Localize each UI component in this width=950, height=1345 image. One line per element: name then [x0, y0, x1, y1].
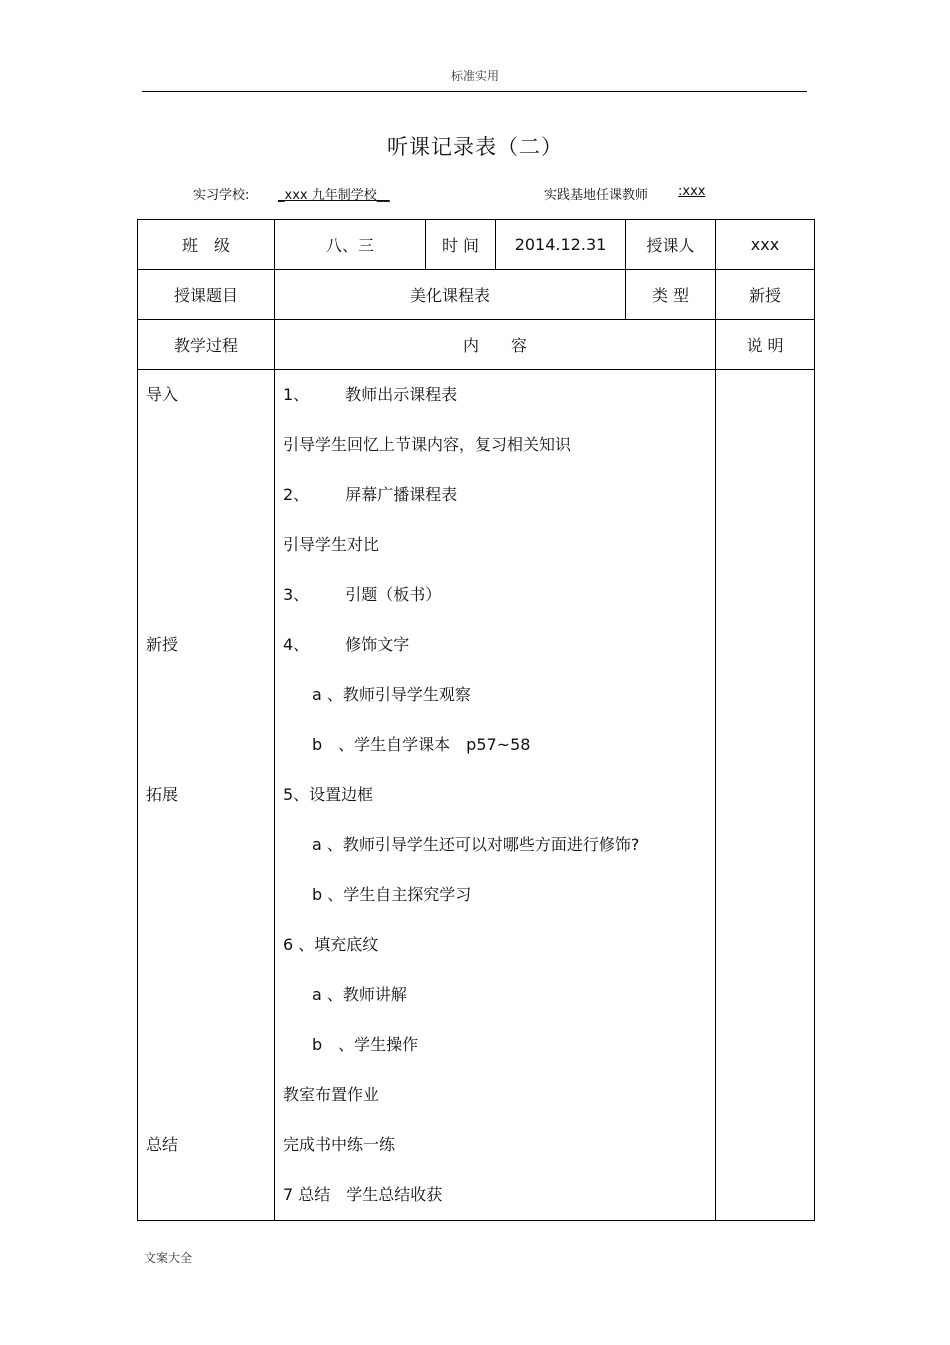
- list-item: a 、教师引导学生观察: [312, 685, 471, 704]
- table-row: [138, 370, 815, 1221]
- topic-value: 美化课程表: [275, 270, 626, 320]
- list-item: 2、 屏幕广播课程表: [283, 485, 458, 504]
- class-value: 八、三: [275, 220, 426, 270]
- page-footer: 文案大全: [144, 1251, 193, 1265]
- table-row: [138, 220, 815, 270]
- teacher-value: :xxx: [678, 184, 706, 199]
- stage-label: 总结: [146, 1135, 179, 1154]
- stage-label: 新授: [146, 635, 179, 654]
- list-item: 引导学生对比: [283, 535, 380, 554]
- list-item: b 、学生操作: [312, 1035, 419, 1054]
- stage-column: [138, 370, 275, 1221]
- list-item: b 、学生自学课本 p57~58: [312, 735, 531, 754]
- school-value: _xxx 九年制学校__: [278, 188, 390, 203]
- list-item: 3、 引题（板书）: [283, 585, 442, 604]
- type-label: 类 型: [626, 270, 716, 320]
- list-item: 引导学生回忆上节课内容，复习相关知识: [283, 435, 572, 454]
- time-value: 2014.12.31: [496, 220, 626, 270]
- lecturer-value: xxx: [716, 220, 815, 270]
- list-item: a 、教师讲解: [312, 985, 407, 1004]
- type-value: 新授: [716, 270, 815, 320]
- time-label: 时 间: [426, 220, 496, 270]
- process-label: 教学过程: [138, 320, 275, 370]
- class-label: 班 级: [138, 220, 275, 270]
- list-item: 7 总结 学生总结收获: [283, 1185, 443, 1204]
- stage-label: 拓展: [146, 785, 179, 804]
- note-column: [716, 370, 815, 1221]
- page-title: 听课记录表（二）: [387, 135, 563, 159]
- list-item: 完成书中练一练: [283, 1135, 396, 1154]
- lesson-record-table: [137, 219, 815, 1221]
- table-row: [138, 320, 815, 370]
- content-column: [275, 370, 716, 1221]
- stage-label: 导入: [146, 385, 179, 404]
- list-item: b 、学生自主探究学习: [312, 885, 472, 904]
- list-item: 教室布置作业: [283, 1085, 380, 1104]
- list-item: 6 、填充底纹: [283, 935, 379, 954]
- teacher-label: 实践基地任课教师: [544, 188, 649, 203]
- list-item: a 、教师引导学生还可以对哪些方面进行修饰?: [312, 835, 640, 854]
- list-item: 1、 教师出示课程表: [283, 385, 458, 404]
- page-header: 标准实用: [450, 69, 499, 83]
- note-label: 说 明: [716, 320, 815, 370]
- table-row: [138, 270, 815, 320]
- content-label: 内 容: [275, 320, 716, 370]
- list-item: 4、 修饰文字: [283, 635, 410, 654]
- school-label: 实习学校:: [193, 188, 250, 203]
- list-item: 5、设置边框: [283, 785, 374, 804]
- header-divider: [142, 91, 807, 92]
- lecturer-label: 授课人: [626, 220, 716, 270]
- topic-label: 授课题目: [138, 270, 275, 320]
